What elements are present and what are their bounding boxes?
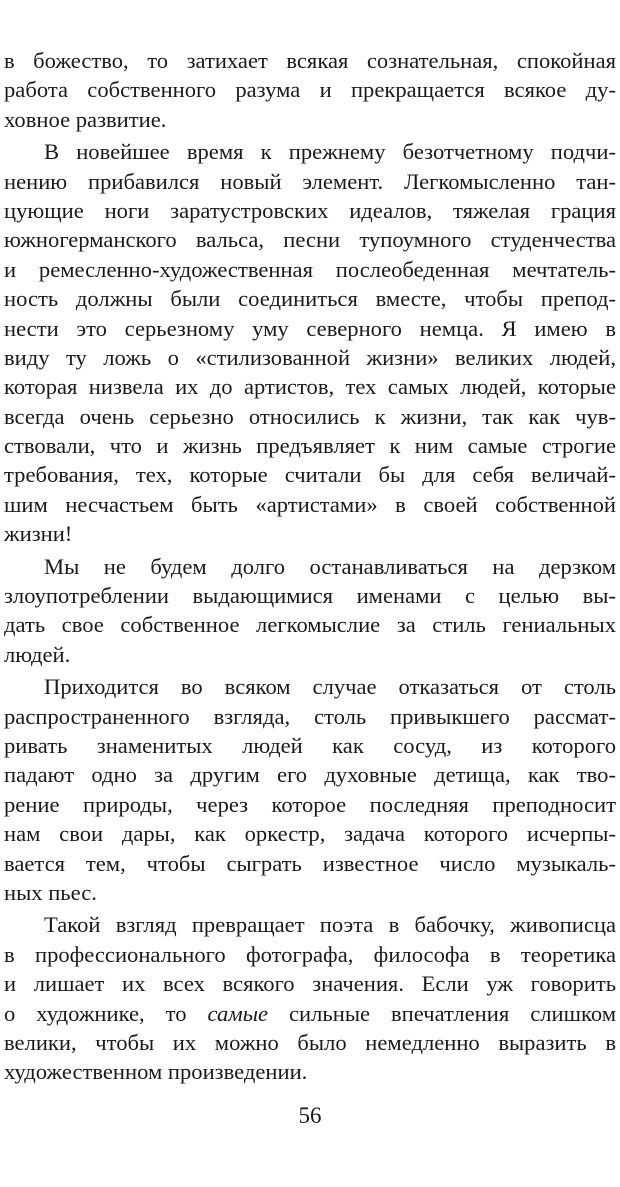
paragraph	[4, 552, 616, 670]
text-line: нению прибавился новый элемент. Легкомысленно тан-	[4, 168, 616, 194]
text-line: в профессионального фотографа, философа в теоретика	[4, 941, 616, 967]
text-line: художественном произведении.	[4, 1059, 308, 1085]
text-line: вается тем, чтобы сыграть известное число музыкаль-	[4, 850, 616, 876]
text-line: ховное развитие.	[4, 106, 167, 132]
paragraph	[4, 910, 616, 1086]
text-line: южногерманского вальса, песни тупоумного студенчества	[4, 227, 616, 253]
text-line: дать свое собственное легкомыслие за стиль гениальных	[4, 612, 616, 638]
text-line: шим несчастьем быть «артистами» в своей собственной	[4, 491, 616, 517]
text-line: Такой взгляд превращает поэта в бабочку, живописца	[44, 912, 616, 938]
text-line: ность должны были соединиться вместе, чтобы препод-	[4, 286, 616, 312]
text-line: работа собственного разума и прекращается всякое ду-	[4, 77, 616, 103]
text-line: в божество, то затихает всякая сознательная, спокойная	[4, 48, 616, 73]
text-line: злоупотреблении выдающимися именами с целью вы-	[4, 583, 616, 609]
text-line: ривать знаменитых людей как сосуд, из которого	[4, 732, 616, 758]
text-line: виду ту ложь о «стилизованной жизни» великих людей,	[4, 344, 616, 370]
emphasized-word: самые	[207, 1000, 269, 1026]
text-line: Мы не будем долго останавливаться на дерзком	[44, 553, 616, 579]
text-line: ствовали, что и жизнь предъявляет к ним самые строгие	[4, 433, 616, 459]
paragraph	[4, 672, 616, 907]
text-line: ных пьес.	[4, 879, 97, 905]
paragraph	[4, 46, 616, 134]
paragraph	[4, 137, 616, 548]
text-line: людей.	[4, 641, 71, 667]
text-line: и ремесленно-художественная послеобеденная мечтатель-	[4, 256, 616, 282]
text-line: рение природы, через которое последняя преподносит	[4, 791, 616, 817]
page-number: 56	[298, 1103, 322, 1128]
text-line: падают одно за другим его духовные детища, как тво-	[4, 762, 616, 788]
text-line: цующие ноги заратустровских идеалов, тяжелая грация	[4, 197, 616, 223]
text-line: Приходится во всяком случае отказаться от столь	[44, 674, 616, 700]
text-line: всегда очень серьезно относились к жизни, так как чув-	[4, 403, 616, 429]
text-line: нести это серьезному уму северного немца. Я имею в	[4, 315, 616, 341]
text-line: распространенного взгляда, столь привыкшего рассмат-	[4, 703, 616, 729]
text-line: и лишает их всех всякого значения. Если уж говорить	[4, 971, 616, 997]
text-line: которая низвела их до артистов, тех самых людей, которые	[4, 374, 616, 400]
text-line: о художнике, то самые сильные впечатления слишком	[4, 1000, 616, 1026]
text-line: В новейшее время к прежнему безотчетному подчи-	[44, 139, 616, 165]
text-line: требования, тех, которые считали бы для себя величай-	[4, 462, 616, 488]
text-line: нам свои дары, как оркестр, задача которого исчерпы-	[4, 821, 616, 847]
page-text	[4, 46, 616, 1087]
text-line: велики, чтобы их можно было немедленно выразить в	[4, 1029, 616, 1055]
text-line: жизни!	[4, 521, 73, 547]
